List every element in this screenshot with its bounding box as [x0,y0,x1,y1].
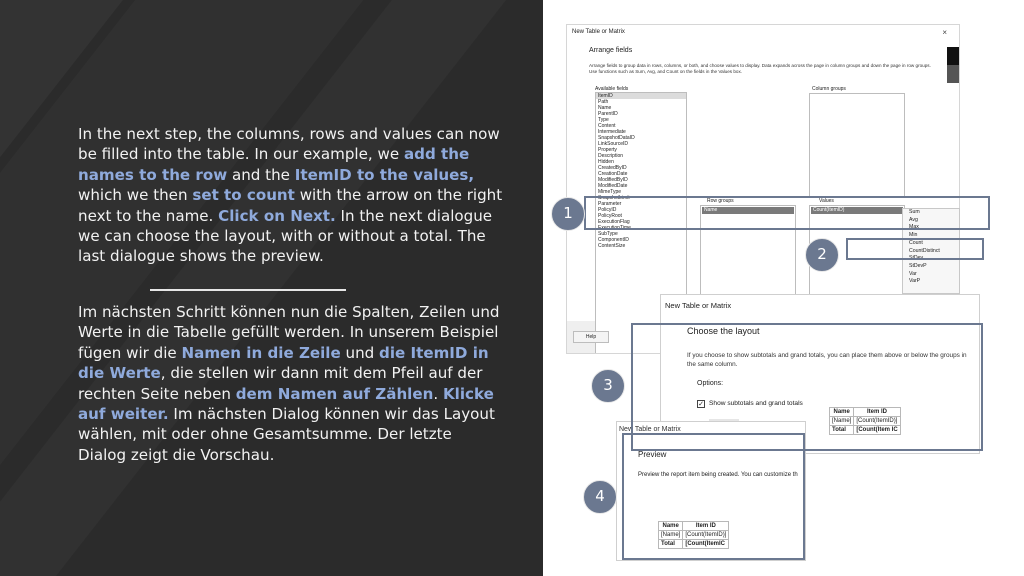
paragraph-text: Im nächsten Dialog können wir das Layout wählen, mit oder ohne Gesamtsumme. Der letzte Dialog zeigt die Vorschau. [78,405,495,464]
subtotals-checkbox[interactable]: ✓ [698,401,704,408]
field-list-item[interactable]: SubType [598,231,618,237]
dialog-description: Arrange fields to group data in rows, columns, or both, and choose values to display. Data expands across the page in column groups and down the page in row groups. Use functions such as Sum, Avg, and Count on the fields in the Values box. [589,63,931,74]
menu-item-varp[interactable]: VarP [909,278,921,285]
dialog-heading: Arrange fields [589,47,633,54]
field-list-item[interactable]: Property [598,147,617,153]
field-list-item[interactable]: Path [598,99,609,105]
highlighted-text: Click on Next. [218,206,336,225]
field-list-item[interactable]: Name [598,105,612,111]
column-header: Item ID [683,522,729,531]
values-label: Values [819,198,834,204]
german-instructions [78,302,503,465]
subtotals-checkbox-label[interactable]: Show subtotals and grand totals [709,400,803,407]
field-list-item[interactable]: ExecutionTime [598,225,631,231]
close-icon[interactable]: × [942,28,947,37]
paragraph-text: . [433,384,443,403]
paragraph-text: und [340,343,380,362]
paragraph-text: Im nächsten Schritt können nun die Spalten, Zeilen und Werte in die Tabelle gefüllt werden. In unserem Beispiel fügen wir die [78,303,500,362]
field-list-item[interactable]: LinkSourceID [598,141,629,147]
menu-item-min[interactable]: Min [909,232,918,239]
step-badge-4: 4 [583,480,617,514]
dialog-heading: Choose the layout [687,326,760,336]
field-list-item[interactable]: ParentID [598,111,618,117]
field-list-item[interactable]: ModifiedDate [598,183,628,189]
help-button[interactable]: Help [573,331,609,343]
highlighted-text: set to count [192,186,295,205]
field-list-item[interactable]: Description [598,153,624,159]
options-label: Options: [697,380,724,387]
table-cell: [Name] [830,417,854,426]
field-list-item[interactable]: ComponentID [598,237,629,243]
table-cell: [Count(ItemID)] [854,417,900,426]
row-groups-label: Row groups [707,198,734,204]
paragraph-text: In the next dialogue we can choose the layout, with or without a total. The last dialogue shows the preview. [78,206,493,266]
field-list-item[interactable]: MimeType [598,189,622,195]
table-cell: [Count(ItemID)] [683,531,729,540]
dialog-description: Preview the report item being created. You can customize th [638,472,798,478]
step-badge-3: 3 [591,369,625,403]
highlight-frame-count [846,238,984,260]
column-header: Name [830,408,854,417]
table-cell: Total [830,426,854,435]
field-list-item[interactable]: ContentSize [598,243,626,249]
field-list-item[interactable]: PolicyRoot [598,213,622,219]
dialog-title: New Table or Matrix [665,301,732,310]
field-list-item[interactable]: Type [598,117,609,123]
menu-item-count[interactable]: Count [909,239,923,246]
highlight-frame-layout [631,323,983,451]
paragraph-text: with the arrow on the right next to the name. [78,186,503,225]
highlighted-text: dem Namen auf Zählen [235,384,434,403]
dialog-description: If you choose to show subtotals and grand totals, you can place them above or below the groups in the same column. [687,352,967,368]
row-group-name-chip[interactable]: Name [702,207,794,214]
table-cell: Total [659,540,683,549]
field-list-item[interactable]: PolicyID [598,207,617,213]
highlighted-text: Klicke auf weiter. [78,384,494,424]
highlighted-text: Namen in die Zeile [181,343,341,362]
table-cell: [Count(ItemIC [683,540,729,549]
menu-item-stdev[interactable]: StDev [909,255,924,262]
column-groups-label: Column groups [812,86,846,92]
paragraph-text: In the next step, the columns, rows and values can now be filled into the table. In our example, we [78,125,500,164]
dialog-title: New Table or Matrix [572,29,625,35]
background-window-edge [947,65,960,83]
field-list-item[interactable]: ExecutionFlag [598,219,630,225]
step-badge-2: 2 [805,238,839,272]
highlighted-text: ItemID to the values, [294,165,475,184]
paragraph-text: , die stellen wir dann mit dem Pfeil auf der rechten Seite neben [78,364,483,403]
highlighted-text: add the names to the row [78,145,470,184]
menu-item-countdistinct[interactable]: CountDistinct [909,247,940,254]
step-badge-1: 1 [551,197,585,231]
paragraph-text: and the [227,165,295,184]
column-groups-box[interactable] [809,93,905,197]
menu-item-avg[interactable]: Avg [909,216,918,223]
field-list-item[interactable]: ModifiedByID [598,177,628,183]
field-list-item[interactable]: SnapshotLimit [598,195,630,201]
highlight-frame-preview [622,433,805,560]
column-header: Name [659,522,683,531]
column-header: Item ID [854,408,900,417]
dialog-heading: Preview [638,450,667,459]
field-list-item[interactable]: Content [598,123,616,129]
field-list-item[interactable]: CreationDate [598,171,628,177]
highlighted-text: die ItemID in die Werte [78,343,489,383]
values-count-chip[interactable]: Count(ItemID) [811,207,903,214]
menu-item-var[interactable]: Var [909,270,917,277]
field-list-item[interactable]: Hidden [598,159,614,165]
field-list-item[interactable]: CreatedByID [598,165,627,171]
highlight-frame-fields [584,196,990,230]
field-list-item[interactable]: Intermediate [598,129,626,135]
field-list-item[interactable]: ItemID [596,93,686,99]
paragraph-separator [150,289,346,291]
field-list-item[interactable]: Parameter [598,201,622,207]
available-fields-label: Available fields [595,86,629,92]
table-cell: [Name] [659,531,683,540]
paragraph-text: which we then [78,186,193,205]
dialog-title: New Table or Matrix [619,426,681,433]
background-window-edge [947,47,960,65]
menu-item-stdevp[interactable]: StDevP [909,262,927,269]
field-list-item[interactable]: SnapshotDataID [598,135,635,141]
table-cell: [Count(Item IC [854,426,900,435]
menu-item-max[interactable]: Max [909,224,919,231]
english-instructions [78,124,503,267]
menu-item-sum[interactable]: Sum [909,209,920,215]
